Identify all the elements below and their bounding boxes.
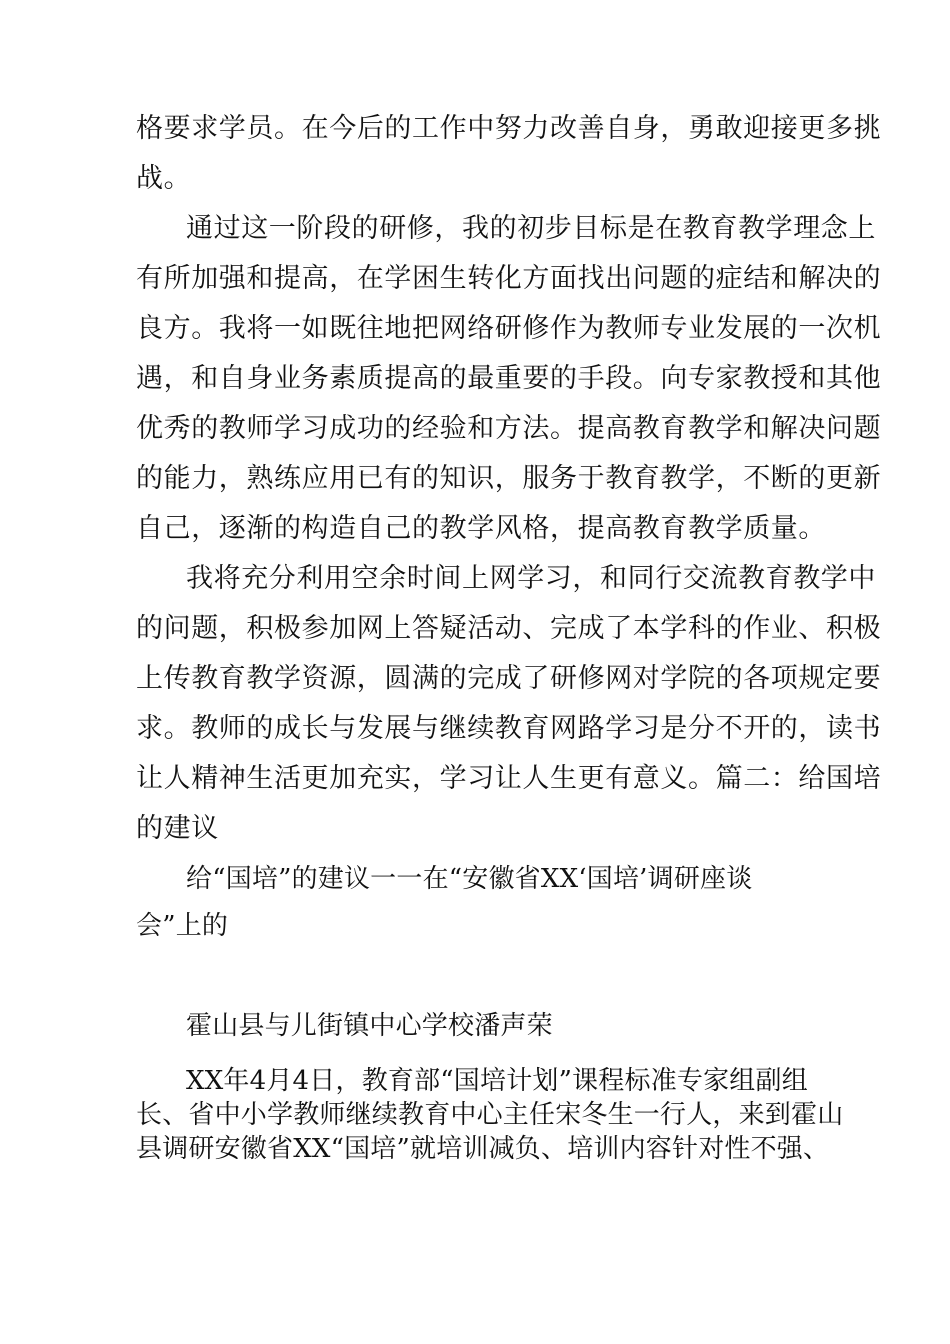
text-line: 会”上的 <box>136 911 229 941</box>
text-line: 有所加强和提高，在学困生转化方面找出问题的症结和解决的 <box>136 263 882 294</box>
text-line: 求。教师的成长与发展与继续教育网路学习是分不开的，读书 <box>136 713 882 744</box>
text-line: 优秀的教师学习成功的经验和方法。提高教育教学和解决问题 <box>136 413 882 444</box>
text-line: 让人精神生活更加充实，学习让人生更有意义。篇二：给国培 <box>136 763 882 794</box>
text-line: 我将充分利用空余时间上网学习，和同行交流教育教学中 <box>186 563 876 594</box>
text-line: 给“国培”的建议一一在“安徽省XX‘国培’调研座谈 <box>186 864 753 894</box>
text-line: 通过这一阶段的研修，我的初步目标是在教育教学理念上 <box>186 213 876 244</box>
text-line: XX年4月4日，教育部“国培计划”课程标准专家组副组 <box>186 1066 808 1096</box>
text-line: 格要求学员。在今后的工作中努力改善自身，勇敢迎接更多挑 <box>136 113 882 144</box>
text-line: 战。 <box>136 163 192 194</box>
text-line: 自己，逐渐的构造自己的教学风格，提高教育教学质量。 <box>136 513 826 544</box>
text-line: 遇，和自身业务素质提高的最重要的手段。向专家教授和其他 <box>136 363 882 394</box>
text-line: 的问题，积极参加网上答疑活动、完成了本学科的作业、积极 <box>136 613 882 644</box>
text-line: 长、省中小学教师继续教育中心主任宋冬生一行人，来到霍山 <box>136 1100 844 1130</box>
text-line: 上传教育教学资源，圆满的完成了研修网对学院的各项规定要 <box>136 663 882 694</box>
text-line: 霍山县与儿街镇中心学校潘声荣 <box>186 1011 553 1041</box>
text-line: 良方。我将一如既往地把网络研修作为教师专业发展的一次机 <box>136 313 882 344</box>
text-line: 县调研安徽省XX“国培”就培训减负、培训内容针对性不强、 <box>136 1134 830 1164</box>
text-line: 的能力，熟练应用已有的知识，服务于教育教学，不断的更新 <box>136 463 882 494</box>
text-line: 的建议 <box>136 813 219 844</box>
